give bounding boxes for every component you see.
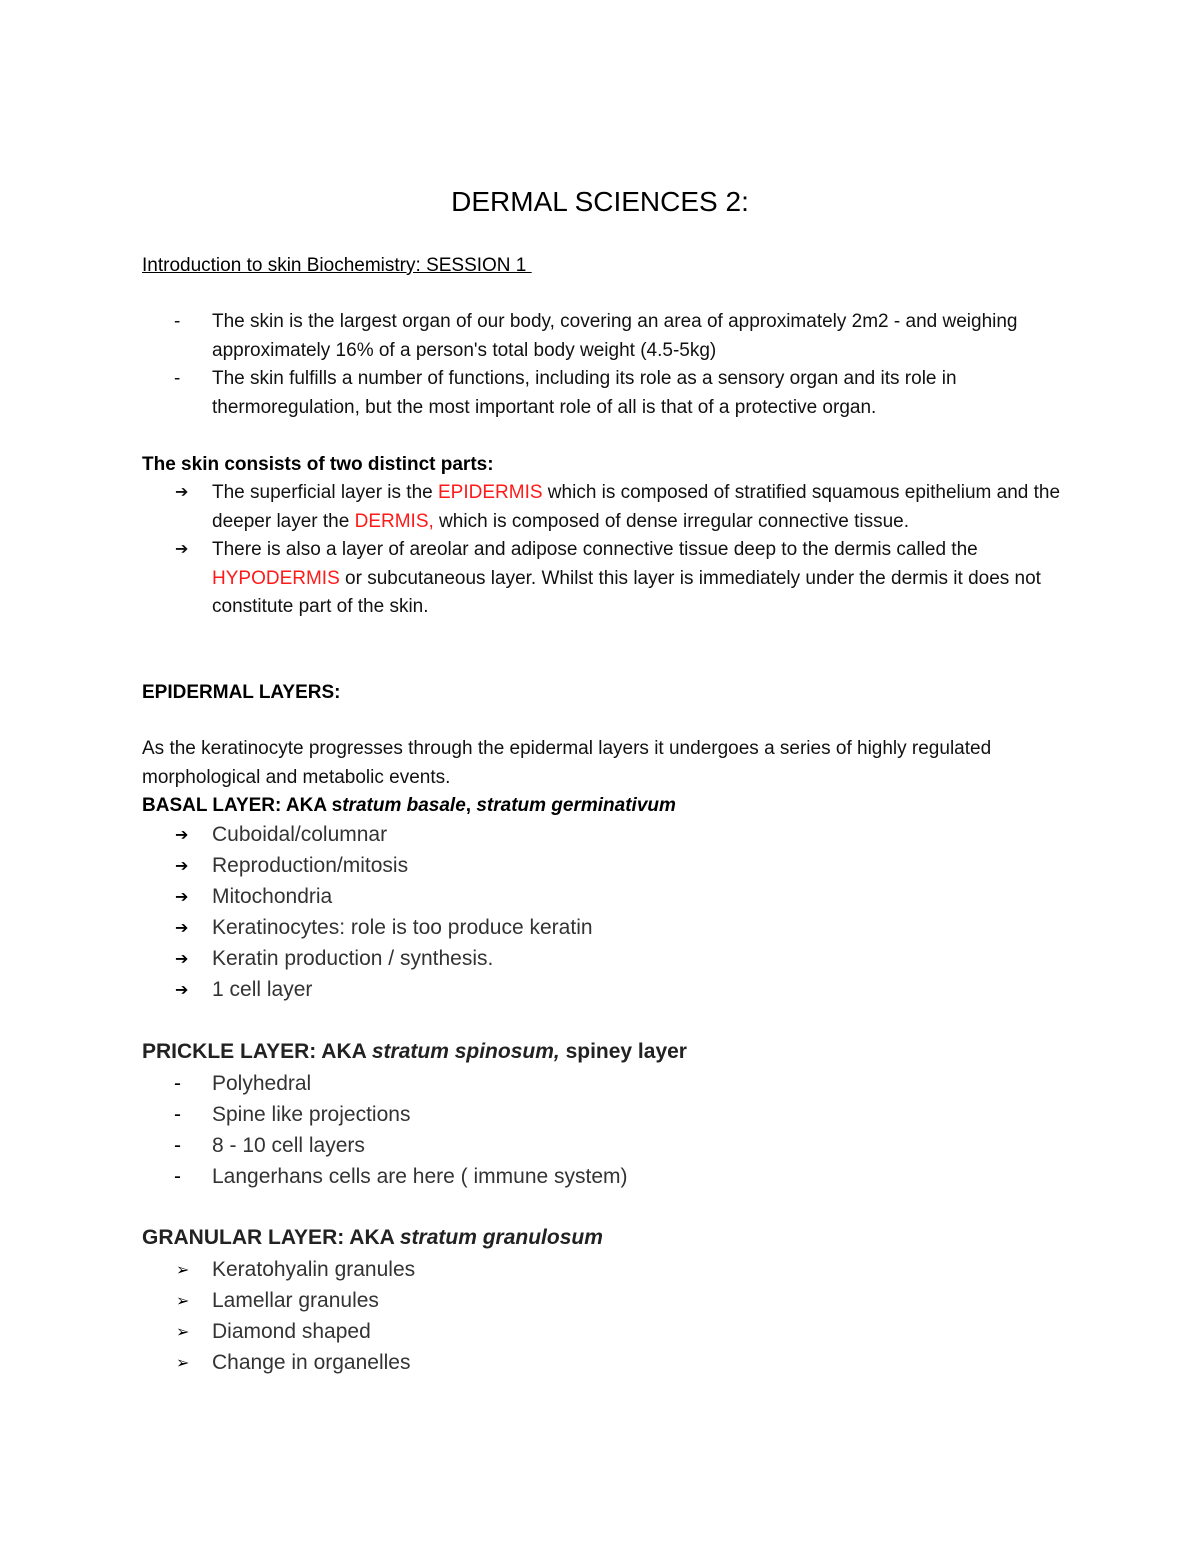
prickle-heading-italic: stratum spinosum, xyxy=(371,1040,560,1063)
dermis-term: DERMIS, xyxy=(354,510,434,532)
arrow-bullet-icon: ➔ xyxy=(175,484,189,501)
intro-list xyxy=(142,308,1072,422)
list-item xyxy=(142,1285,1072,1316)
list-item xyxy=(142,974,1072,1005)
dash-bullet: - xyxy=(174,1072,181,1095)
prickle-heading xyxy=(142,1038,687,1066)
list-item xyxy=(142,536,1072,622)
list-item-text: Reproduction/mitosis xyxy=(212,854,409,877)
list-item-text: Langerhans cells are here ( immune system) xyxy=(212,1165,628,1188)
list-item xyxy=(142,850,1072,881)
arrow-bullet-icon: ➔ xyxy=(175,889,189,906)
list-item-text-post: which is composed of dense irregular connective tissue. xyxy=(433,510,910,532)
triangle-bullet-icon: ➢ xyxy=(176,1355,190,1372)
list-item xyxy=(142,365,1072,422)
prickle-heading-suffix: spiney layer xyxy=(559,1040,687,1063)
basal-heading xyxy=(142,793,676,819)
list-item-text: Mitochondria xyxy=(212,885,333,908)
list-item-text-pre: There is also a layer of areolar and adipose connective tissue deep to the dermis called the xyxy=(212,539,978,561)
arrow-bullet-icon: ➔ xyxy=(175,951,189,968)
triangle-bullet-icon: ➢ xyxy=(176,1324,190,1341)
list-item xyxy=(142,881,1072,912)
epidermal-paragraph: As the keratinocyte progresses through the epidermal layers it undergoes a series of highly regulated morphological and metabolic events. xyxy=(142,738,992,788)
list-item xyxy=(142,1254,1072,1285)
triangle-bullet-icon: ➢ xyxy=(176,1262,190,1279)
basal-heading-italic2: stratum germinativum xyxy=(476,795,676,816)
granular-heading-prefix: GRANULAR LAYER: AKA xyxy=(142,1226,400,1249)
granular-heading-italic: stratum granulosum xyxy=(399,1226,603,1249)
epidermis-term: EPIDERMIS xyxy=(438,482,543,503)
list-item-text: The skin fulfills a number of functions, including its role as a sensory organ and its role in thermoregulation, but the most important role of all is that of a protective organ. xyxy=(212,368,957,418)
granular-heading xyxy=(142,1224,603,1252)
list-item xyxy=(142,1099,1072,1130)
arrow-bullet-icon: ➔ xyxy=(175,858,189,875)
arrow-bullet-icon: ➔ xyxy=(175,982,189,999)
list-item xyxy=(142,943,1072,974)
page-title: DERMAL SCIENCES 2: xyxy=(451,186,749,217)
epidermal-heading: EPIDERMAL LAYERS: xyxy=(142,682,341,703)
list-item-text: 8 - 10 cell layers xyxy=(212,1134,365,1157)
list-item-text-mid: which is composed of stratified squamous epithelium and the deeper layer the xyxy=(212,482,1061,532)
list-item-text: Cuboidal/columnar xyxy=(212,823,388,846)
prickle-heading-prefix: PRICKLE LAYER: AKA xyxy=(142,1040,372,1063)
list-item-text: Keratinocytes: role is too produce keratin xyxy=(212,916,593,939)
list-item xyxy=(142,1130,1072,1161)
basal-heading-italic: tratum basale xyxy=(342,795,466,816)
list-item-text: Polyhedral xyxy=(212,1072,312,1095)
list-item xyxy=(142,308,1072,365)
list-item-text: Diamond shaped xyxy=(212,1320,371,1343)
list-item xyxy=(142,479,1072,536)
session-subtitle: Introduction to skin Biochemistry: SESSION 1 xyxy=(142,255,532,276)
list-item-text: 1 cell layer xyxy=(212,978,313,1001)
parts-list xyxy=(142,479,1072,622)
hypodermis-term: HYPODERMIS xyxy=(212,567,340,589)
list-item-text-pre: The superficial layer is the xyxy=(212,482,438,503)
list-item-text: Keratin production / synthesis. xyxy=(212,947,494,970)
dash-bullet: - xyxy=(174,1103,181,1126)
list-item-text: Change in organelles xyxy=(212,1351,411,1374)
granular-list xyxy=(142,1254,1072,1378)
list-item-text: Lamellar granules xyxy=(212,1289,379,1312)
list-item-text: Spine like projections xyxy=(212,1103,411,1126)
arrow-bullet-icon: ➔ xyxy=(175,920,189,937)
triangle-bullet-icon: ➢ xyxy=(176,1293,190,1310)
parts-heading: The skin consists of two distinct parts: xyxy=(142,454,494,475)
list-item-text: Keratohyalin granules xyxy=(212,1258,416,1281)
list-item xyxy=(142,1161,1072,1192)
list-item xyxy=(142,819,1072,850)
basal-heading-sep: , xyxy=(465,795,477,816)
arrow-bullet-icon: ➔ xyxy=(175,541,189,559)
dash-bullet: - xyxy=(174,311,181,332)
list-item-text: The skin is the largest organ of our body, covering an area of approximately 2m2 - and weighing approximately 16% of a person's total body weight (4.5-5kg) xyxy=(212,311,1018,361)
prickle-list xyxy=(142,1068,1072,1192)
list-item xyxy=(142,1347,1072,1378)
basal-heading-prefix: BASAL LAYER: AKA s xyxy=(142,795,343,816)
basal-list xyxy=(142,819,1072,1005)
list-item xyxy=(142,1316,1072,1347)
arrow-bullet-icon: ➔ xyxy=(175,827,189,844)
list-item xyxy=(142,1068,1072,1099)
dash-bullet: - xyxy=(174,1134,181,1157)
list-item xyxy=(142,912,1072,943)
dash-bullet: - xyxy=(174,1165,181,1188)
list-item-text-post: or subcutaneous layer. Whilst this layer is immediately under the dermis it does not constitute part of the skin. xyxy=(212,567,1041,618)
dash-bullet: - xyxy=(174,368,181,390)
